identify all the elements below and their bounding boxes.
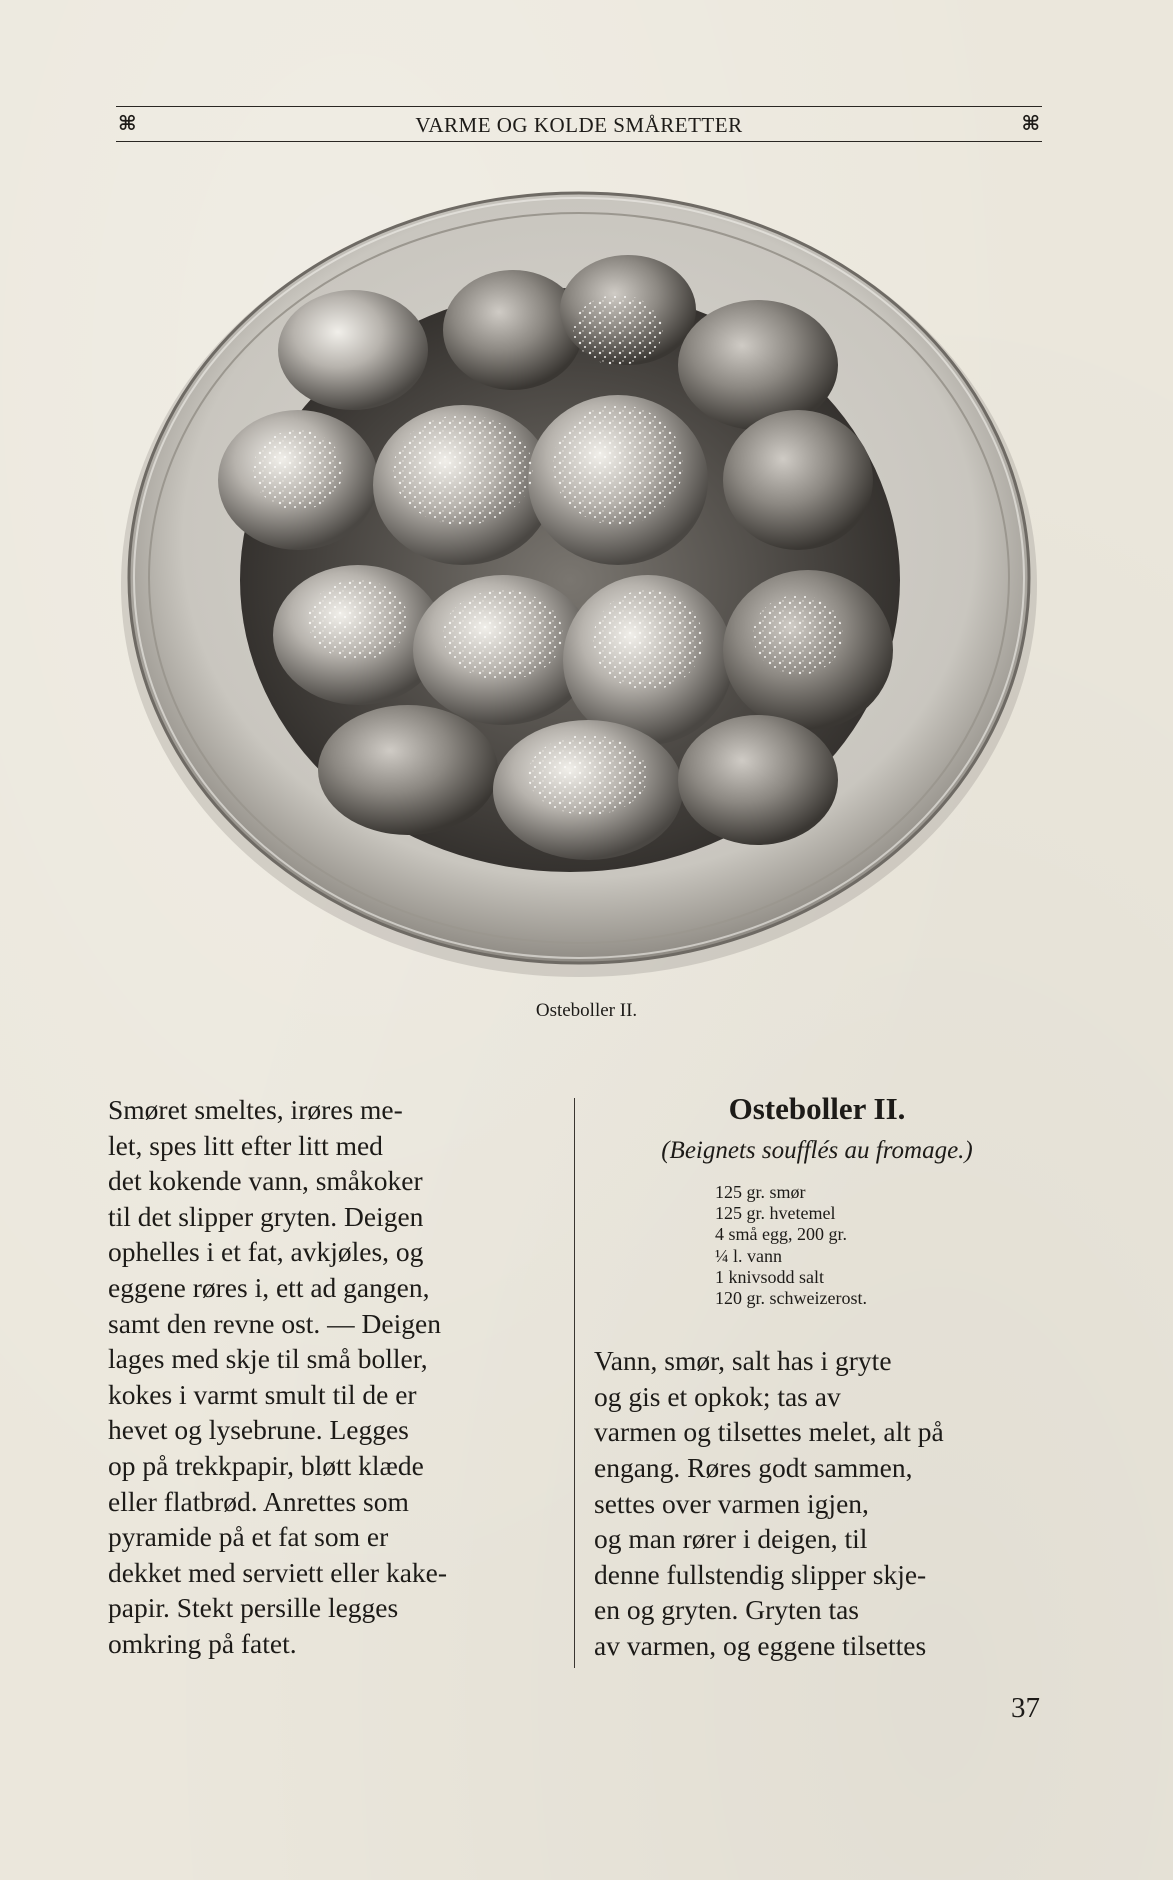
- figure-caption: Osteboller II.: [535, 1000, 638, 1021]
- page-number: 37: [1011, 1692, 1040, 1724]
- text-line: det kokende vann, småkoker: [108, 1165, 423, 1197]
- left-column-paragraph: [108, 1092, 556, 1662]
- ornament-right-icon: ⌘: [1021, 113, 1040, 135]
- ingredient-item: 1 knivsodd salt: [715, 1266, 825, 1287]
- text-line: settes over varmen igjen,: [594, 1487, 869, 1519]
- running-header-title: VARME OG KOLDE SMÅRETTER: [415, 113, 743, 137]
- text-line: lages med skje til små boller,: [108, 1343, 428, 1375]
- text-line: op på trekkpapir, bløtt klæde: [108, 1449, 424, 1481]
- text-line: papir. Stekt persille legges: [108, 1592, 399, 1624]
- text-line: kokes i varmt smult til de er: [108, 1378, 417, 1410]
- text-line: og gis et opkok; tas av: [594, 1380, 841, 1412]
- running-header: [116, 106, 1042, 142]
- text-line: varmen og tilsettes melet, alt på: [594, 1416, 944, 1448]
- ingredient-item: 125 gr. hvetemel: [715, 1203, 836, 1224]
- recipe-subtitle: (Beignets soufflés au fromage.): [661, 1137, 973, 1164]
- recipe-title: Osteboller II.: [728, 1091, 906, 1126]
- text-line: og man rører i deigen, til: [594, 1523, 868, 1555]
- text-line: eggene røres i, ett ad gangen,: [108, 1271, 430, 1303]
- text-line: samt den revne ost. — Deigen: [108, 1307, 441, 1339]
- text-line: ophelles i et fat, avkjøles, og: [108, 1236, 424, 1268]
- text-line: denne fullstendig slipper skje-: [594, 1558, 927, 1590]
- text-line: eller flatbrød. Anrettes som: [108, 1485, 409, 1517]
- right-column: [594, 1090, 1040, 1664]
- dish-photo: [118, 180, 1040, 980]
- text-line: omkring på fatet.: [108, 1627, 297, 1659]
- text-line: en og gryten. Gryten tas: [594, 1594, 859, 1626]
- plate-illustration: [118, 180, 1040, 980]
- ornament-left-icon: ⌘: [118, 113, 137, 135]
- text-line: dekket med serviett eller kake-: [108, 1556, 448, 1588]
- text-line: Smøret smeltes, irøres me-: [108, 1094, 403, 1125]
- text-line: Vann, smør, salt has i gryte: [594, 1345, 892, 1377]
- right-column-paragraph: [594, 1343, 1040, 1663]
- right-column-text: [594, 1343, 1040, 1663]
- column-divider: [574, 1098, 575, 1668]
- text-line: let, spes litt efter litt med: [108, 1129, 383, 1161]
- text-line: til det slipper gryten. Deigen: [108, 1200, 424, 1232]
- left-column-text: [108, 1092, 556, 1662]
- ingredient-item: 4 små egg, 200 gr.: [715, 1224, 847, 1245]
- text-line: engang. Røres godt sammen,: [594, 1452, 913, 1483]
- text-line: av varmen, og eggene tilsettes: [594, 1629, 927, 1661]
- ingredient-item: ¼ l. vann: [715, 1245, 782, 1266]
- text-line: pyramide på et fat som er: [108, 1521, 389, 1553]
- ingredient-list: [715, 1182, 1040, 1309]
- ingredient-item: 125 gr. smør: [715, 1182, 806, 1202]
- ingredient-item: 120 gr. schweizerost.: [715, 1288, 867, 1309]
- text-line: hevet og lysebrune. Legges: [108, 1414, 409, 1446]
